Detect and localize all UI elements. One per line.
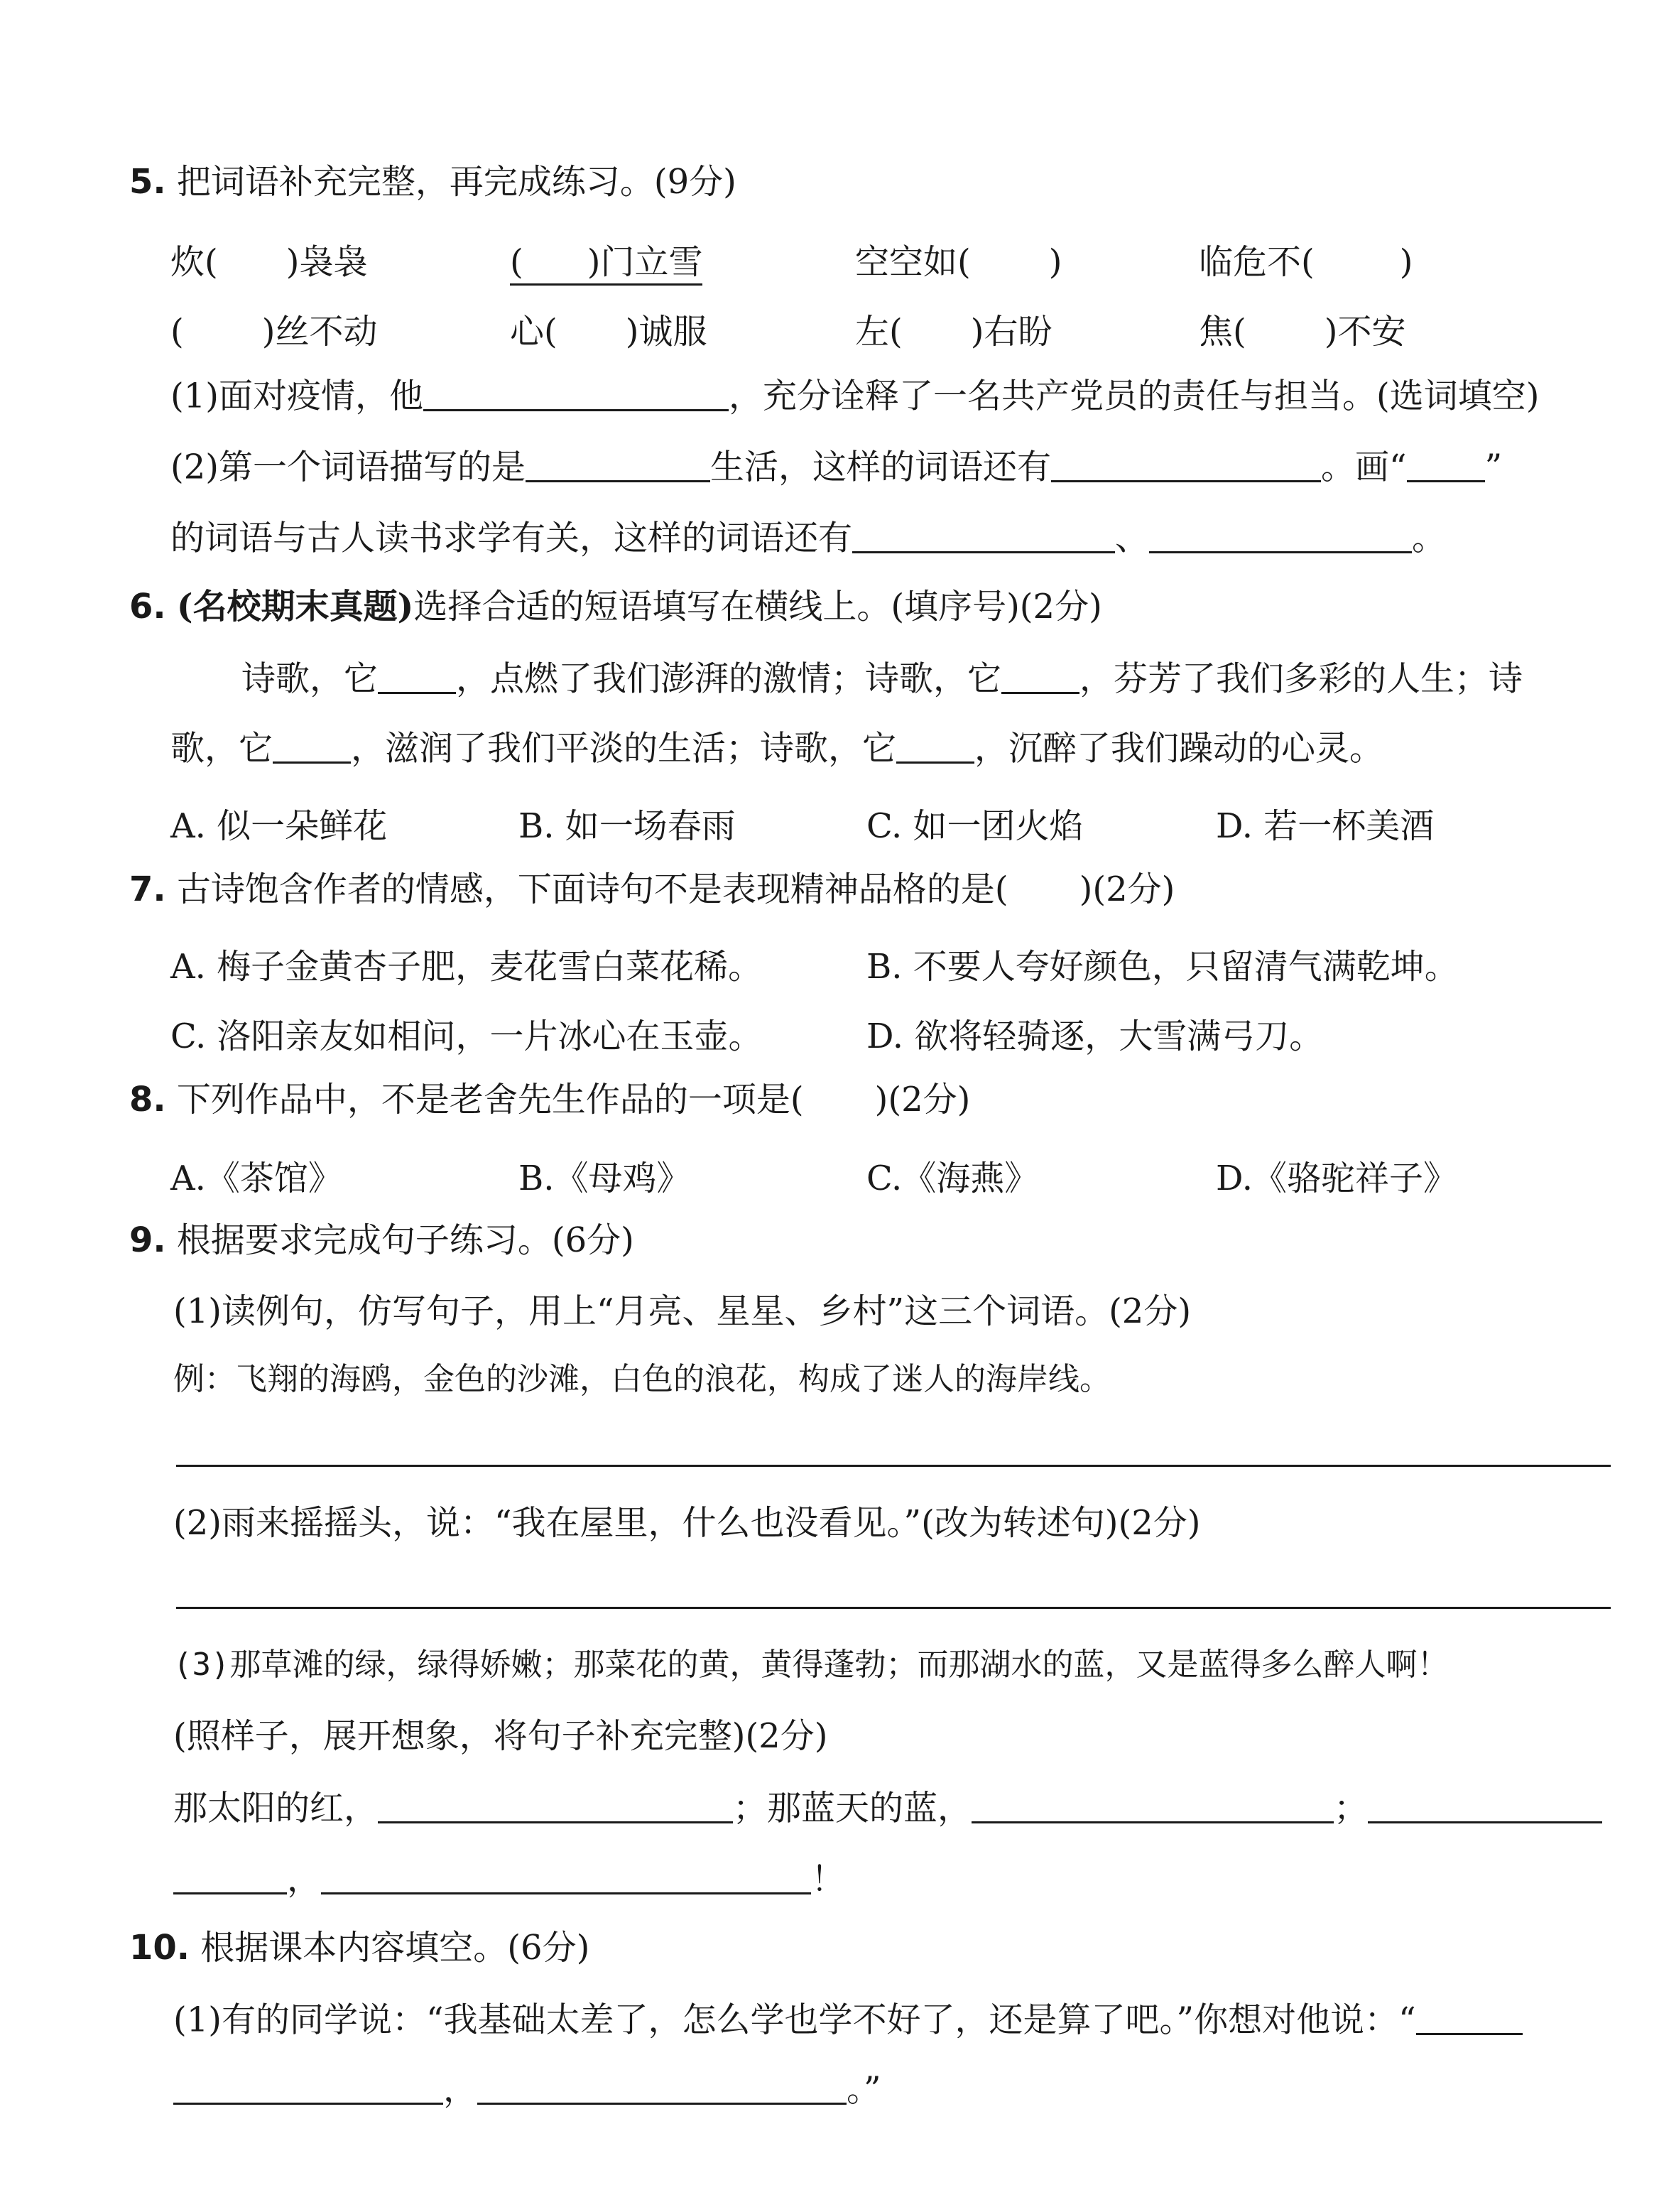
q5-heading (129, 162, 736, 203)
q7-title: 古诗饱含作者的情感，下面诗句不是表现精神品格的是( (176, 869, 1008, 909)
q6-number: 6. (129, 587, 166, 627)
q6-blank-4[interactable] (896, 727, 974, 764)
q5-blank-2[interactable] (526, 446, 710, 482)
q9-blank-3[interactable] (1368, 1787, 1602, 1823)
q5-title: 把词语补充完整，再完成练习。(9分) (176, 162, 736, 202)
q9-fill-line-1: 那太阳的红， ；那蓝天的蓝， ； (173, 1787, 1602, 1829)
q10-blank-1[interactable] (1416, 1999, 1523, 2035)
q6-blank-1[interactable] (378, 658, 456, 694)
q5-sub-3: 的词语与古人读书求学有关，这样的词语还有 、 。 (170, 518, 1447, 558)
q10-sub-1-cont: ， 。” (173, 2069, 881, 2110)
q9-number: 9. (129, 1220, 166, 1260)
q9-sub-3: (3)那草滩的绿，绿得娇嫩；那菜花的黄，黄得蓬勃；而那湖水的蓝，又是蓝得多么醉人啊！ (173, 1647, 1449, 1683)
q6-title: 选择合适的短语填写在横线上。(填序号)(2分) (413, 587, 1102, 627)
q6-option-c[interactable]: C. 如一团火焰 (866, 806, 1084, 846)
q9-example: 例：飞翔的海鸥，金色的沙滩，白色的浪花，构成了迷人的海岸线。 (173, 1361, 1111, 1397)
q7-option-b[interactable]: B. 不要人夸好颜色，只留清气满乾坤。 (866, 947, 1459, 987)
q9-title: 根据要求完成句子练习。(6分) (176, 1220, 634, 1260)
q9-blank-2[interactable] (972, 1787, 1334, 1823)
q9-answer-line-1[interactable] (176, 1465, 1611, 1467)
q10-blank-3[interactable] (477, 2069, 847, 2105)
q5-blank-1[interactable] (423, 375, 729, 411)
q7-option-a[interactable]: A. 梅子金黄杏子肥，麦花雪白菜花稀。 (170, 947, 763, 987)
q8-number: 8. (129, 1080, 166, 1119)
q7-option-c[interactable]: C. 洛阳亲友如相问，一片冰心在玉壶。 (170, 1016, 763, 1056)
q5-number: 5. (129, 162, 166, 202)
q10-number: 10. (129, 1928, 190, 1968)
q5-blank-3[interactable] (1051, 446, 1321, 482)
q9-blank-4[interactable] (173, 1858, 287, 1894)
q6-blank-3[interactable] (273, 727, 351, 764)
q9-heading (129, 1220, 634, 1262)
q6-blank-2[interactable] (1001, 658, 1079, 694)
q9-sub-3-note: (照样子，展开想象，将句子补充完整)(2分) (173, 1716, 828, 1756)
q5-word-7: 左( )右盼 (855, 312, 1052, 352)
q5-word-4: 临危不( ) (1199, 242, 1413, 282)
q10-sub-1: (1)有的同学说：“我基础太差了，怎么学也学不好了，还是算了吧。”你想对他说：“ (173, 1999, 1523, 2041)
q8-option-a[interactable]: A.《茶馆》 (170, 1159, 342, 1198)
q10-title: 根据课本内容填空。(6分) (200, 1928, 590, 1968)
q9-fill-line-2: ， ！ (173, 1858, 845, 1900)
q8-title: 下列作品中，不是老舍先生作品的一项是( (176, 1080, 804, 1119)
q6-option-b[interactable]: B. 如一场春雨 (518, 806, 736, 846)
q9-blank-5[interactable] (321, 1858, 811, 1894)
q5-sub-1: (1)面对疫情，他 ，充分诠释了一名共产党员的责任与担当。(选词填空) (170, 376, 1540, 416)
q7-heading: 7. 古诗饱含作者的情感，下面诗句不是表现精神品格的是( )(2分) (129, 869, 1175, 909)
q8-heading: 8. 下列作品中，不是老舍先生作品的一项是( )(2分) (129, 1080, 971, 1119)
q5-word-1: 炊( )袅袅 (170, 242, 368, 282)
q5-word-6: 心( )诚服 (510, 312, 707, 352)
q9-answer-line-2[interactable] (176, 1607, 1611, 1609)
q5-word-2-underlined: ( )门立雪 (510, 234, 702, 286)
q6-heading (129, 587, 1102, 628)
q5-blank-4[interactable] (852, 517, 1115, 553)
q8-option-b[interactable]: B.《母鸡》 (518, 1159, 691, 1198)
q7-option-d[interactable]: D. 欲将轻骑逐，大雪满弓刀。 (866, 1016, 1324, 1056)
q6-source-tag: (名校期末真题) (176, 587, 414, 627)
q10-heading (129, 1928, 589, 1969)
q5-word-3: 空空如( ) (855, 242, 1062, 282)
q5-blank-5[interactable] (1149, 517, 1412, 553)
q6-option-a[interactable]: A. 似一朵鲜花 (170, 806, 388, 846)
q8-option-c[interactable]: C.《海燕》 (866, 1159, 1039, 1198)
q5-underline-sample (1407, 446, 1485, 482)
q6-passage-line-2: 歌，它 ，滋润了我们平淡的生活；诗歌，它 ，沉醉了我们躁动的心灵。 (170, 728, 1384, 769)
q8-option-d[interactable]: D.《骆驼祥子》 (1216, 1159, 1458, 1198)
q5-sub-2: (2)第一个词语描写的是 生活，这样的词语还有 。画“ ” (170, 447, 1503, 487)
q9-blank-1[interactable] (378, 1787, 733, 1823)
q9-sub-2: (2)雨来摇摇头，说：“我在屋里，什么也没看见。”(改为转述句)(2分) (173, 1503, 1201, 1543)
q5-word-8: 焦( )不安 (1199, 312, 1406, 352)
q6-passage-line-1: 诗歌，它 ，点燃了我们澎湃的激情；诗歌，它 ，芬芳了我们多彩的人生；诗 (241, 658, 1523, 699)
q9-sub-1: (1)读例句，仿写句子，用上“月亮、星星、乡村”这三个词语。(2分) (173, 1291, 1192, 1331)
q7-number: 7. (129, 869, 166, 909)
q10-blank-2[interactable] (173, 2069, 443, 2105)
q6-option-d[interactable]: D. 若一杯美酒 (1216, 806, 1435, 846)
q5-word-5: ( )丝不动 (170, 312, 378, 352)
